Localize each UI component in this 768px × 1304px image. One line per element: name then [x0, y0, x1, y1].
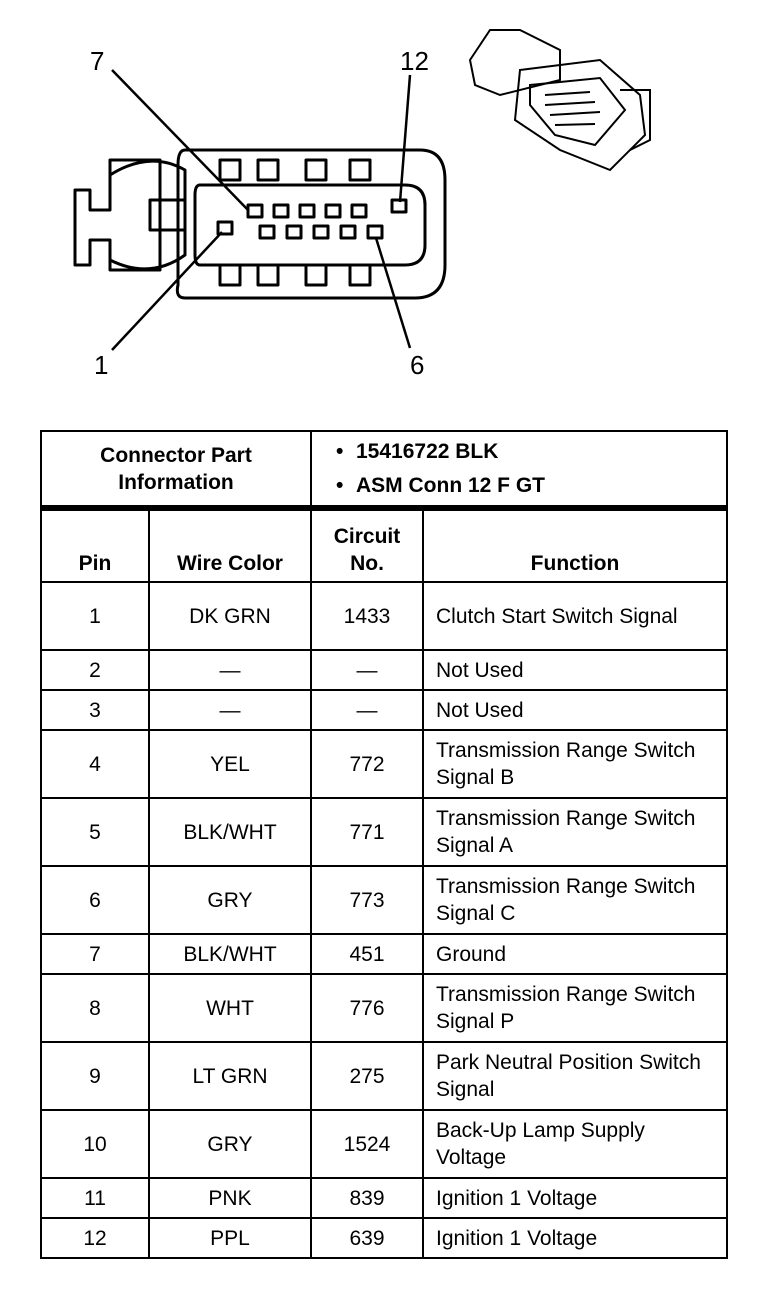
- wire-color-cell: PNK: [149, 1178, 311, 1218]
- table-row: [41, 798, 727, 866]
- pin-table: [40, 507, 728, 1259]
- table-row: [41, 650, 727, 690]
- table-row: [41, 866, 727, 934]
- function-cell: Not Used: [423, 690, 727, 730]
- pin-cavity: [326, 205, 340, 217]
- wire-color-cell: —: [149, 690, 311, 730]
- housing-tab: [258, 265, 278, 285]
- table-row: [41, 1178, 727, 1218]
- circuit-cell: 1433: [311, 582, 423, 650]
- pin-label-12: 12: [400, 46, 429, 76]
- part-number: • 15416722 BLK: [356, 435, 720, 469]
- header-pin: Pin: [41, 509, 149, 582]
- pin-cell: 8: [41, 974, 149, 1042]
- pin-cavity: [368, 226, 382, 238]
- connector-diagram: [0, 0, 768, 420]
- housing-tab: [350, 265, 370, 285]
- circuit-cell: 1524: [311, 1110, 423, 1178]
- leader-line-7: [112, 70, 248, 210]
- wire-color-cell: GRY: [149, 866, 311, 934]
- wire-color-cell: PPL: [149, 1218, 311, 1258]
- circuit-cell: 771: [311, 798, 423, 866]
- connector-latch: [75, 160, 160, 270]
- pin-cavity: [218, 222, 232, 234]
- table-row: [41, 974, 727, 1042]
- pin-cell: 2: [41, 650, 149, 690]
- housing-tab: [306, 160, 326, 180]
- part-info-list: [318, 435, 720, 503]
- pin-cavity: [352, 205, 366, 217]
- table-row: [41, 934, 727, 974]
- pin-cavity: [287, 226, 301, 238]
- housing-tab: [306, 265, 326, 285]
- pin-cavity: [341, 226, 355, 238]
- pin-cavity: [300, 205, 314, 217]
- function-cell: Ground: [423, 934, 727, 974]
- pin-cell: 10: [41, 1110, 149, 1178]
- pin-label-7: 7: [90, 46, 105, 76]
- pin-cell: 5: [41, 798, 149, 866]
- table-row: [41, 690, 727, 730]
- function-cell: Transmission Range Switch Signal A: [423, 798, 727, 866]
- pin-cavity: [260, 226, 274, 238]
- header-function: Function: [423, 509, 727, 582]
- connector-3d-face: [530, 78, 625, 145]
- leader-line-6: [376, 238, 410, 348]
- latch-slot: [150, 200, 185, 230]
- housing-tab: [220, 160, 240, 180]
- connector-3d-body: [515, 60, 645, 170]
- pin-cell: 6: [41, 866, 149, 934]
- pin-table-header: [41, 509, 727, 582]
- circuit-cell: —: [311, 650, 423, 690]
- function-cell: Ignition 1 Voltage: [423, 1218, 727, 1258]
- wire-color-cell: —: [149, 650, 311, 690]
- function-cell: Back-Up Lamp Supply Voltage: [423, 1110, 727, 1178]
- housing-tab: [220, 265, 240, 285]
- connector-3d-latch: [470, 30, 560, 95]
- pin-cavity: [248, 205, 262, 217]
- pin-cell: 3: [41, 690, 149, 730]
- connector-latch-arc: [110, 161, 185, 269]
- pin-cell: 4: [41, 730, 149, 798]
- wire-color-cell: DK GRN: [149, 582, 311, 650]
- function-cell: Transmission Range Switch Signal B: [423, 730, 727, 798]
- circuit-cell: 776: [311, 974, 423, 1042]
- wire-color-cell: YEL: [149, 730, 311, 798]
- function-cell: Clutch Start Switch Signal: [423, 582, 727, 650]
- connector-3d-side: [620, 90, 650, 150]
- function-cell: Park Neutral Position Switch Signal: [423, 1042, 727, 1110]
- circuit-cell: 451: [311, 934, 423, 974]
- leader-line-1: [112, 232, 222, 350]
- connector-part-info-values: [311, 431, 727, 506]
- connector-part-info-label: Connector Part Information: [41, 431, 311, 506]
- housing-tab: [258, 160, 278, 180]
- part-description: • ASM Conn 12 F GT: [356, 469, 720, 503]
- housing-tab: [350, 160, 370, 180]
- pin-cavity: [314, 226, 328, 238]
- pin-cell: 7: [41, 934, 149, 974]
- circuit-cell: —: [311, 690, 423, 730]
- table-row: [41, 1218, 727, 1258]
- circuit-cell: 275: [311, 1042, 423, 1110]
- pin-table-body: [41, 582, 727, 1258]
- wire-color-cell: LT GRN: [149, 1042, 311, 1110]
- table-row: [41, 582, 727, 650]
- connector-3d-pins: [545, 92, 600, 125]
- header-circuit: Circuit No.: [311, 509, 423, 582]
- header-wire-color: Wire Color: [149, 509, 311, 582]
- circuit-cell: 773: [311, 866, 423, 934]
- pin-cell: 11: [41, 1178, 149, 1218]
- function-cell: Not Used: [423, 650, 727, 690]
- connector-face: [195, 185, 425, 265]
- function-cell: Ignition 1 Voltage: [423, 1178, 727, 1218]
- table-row: [41, 730, 727, 798]
- pin-cell: 12: [41, 1218, 149, 1258]
- circuit-cell: 639: [311, 1218, 423, 1258]
- connector-3d-view: [470, 30, 650, 170]
- wire-color-cell: WHT: [149, 974, 311, 1042]
- wire-color-cell: BLK/WHT: [149, 798, 311, 866]
- circuit-cell: 772: [311, 730, 423, 798]
- circuit-cell: 839: [311, 1178, 423, 1218]
- wire-color-cell: GRY: [149, 1110, 311, 1178]
- table-row: [41, 1042, 727, 1110]
- wire-color-cell: BLK/WHT: [149, 934, 311, 974]
- connector-pinout: [40, 430, 726, 1259]
- pin-label-1: 1: [94, 350, 109, 380]
- leader-line-12: [400, 75, 410, 202]
- function-cell: Transmission Range Switch Signal C: [423, 866, 727, 934]
- function-cell: Transmission Range Switch Signal P: [423, 974, 727, 1042]
- pin-cell: 1: [41, 582, 149, 650]
- pin-cell: 9: [41, 1042, 149, 1110]
- pin-label-6: 6: [410, 350, 425, 380]
- table-row: [41, 1110, 727, 1178]
- connector-info-table: [40, 430, 728, 507]
- pin-cavity: [274, 205, 288, 217]
